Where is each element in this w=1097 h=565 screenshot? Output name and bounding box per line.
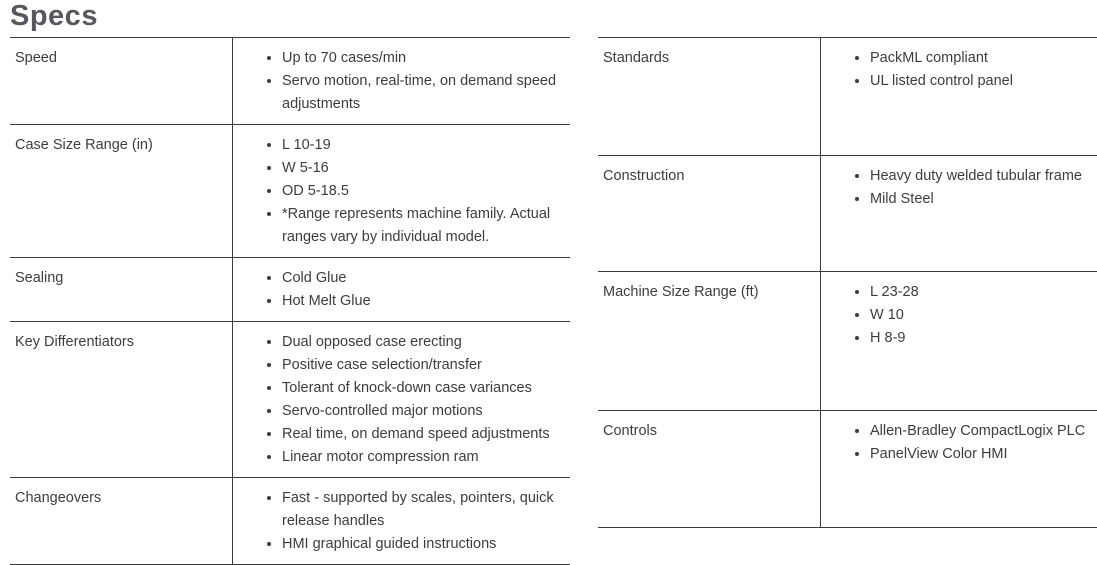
spec-label: Controls <box>598 411 821 527</box>
spec-item: • Allen-Bradley CompactLogix PLC <box>870 420 1095 443</box>
spec-item: • Cold Glue <box>282 267 568 290</box>
spec-label: Changeovers <box>10 478 233 564</box>
spec-item: • PackML compliant <box>870 47 1095 70</box>
spec-item: • L 10-19 <box>282 134 568 157</box>
spec-row <box>10 257 570 321</box>
spec-values <box>821 272 1097 410</box>
spec-row <box>10 321 570 477</box>
spec-values <box>233 478 570 564</box>
spec-item: • HMI graphical guided instructions <box>282 533 568 556</box>
spec-item: • *Range represents machine family. Actual ranges vary by individual model. <box>282 203 568 249</box>
spec-item: • Positive case selection/transfer <box>282 354 568 377</box>
spec-row <box>10 124 570 257</box>
spec-label: Standards <box>598 38 821 155</box>
spec-items-list <box>821 47 1097 93</box>
spec-label: Key Differentiators <box>10 322 233 477</box>
spec-items-list <box>233 487 570 556</box>
spec-values <box>233 258 570 321</box>
spec-item: • UL listed control panel <box>870 70 1095 93</box>
spec-item: • PanelView Color HMI <box>870 443 1095 466</box>
spec-tables-container <box>10 37 1097 565</box>
spec-values <box>233 322 570 477</box>
spec-item: • Dual opposed case erecting <box>282 331 568 354</box>
spec-label: Speed <box>10 38 233 124</box>
spec-label: Sealing <box>10 258 233 321</box>
spec-item: • W 5-16 <box>282 157 568 180</box>
spec-values <box>233 125 570 257</box>
spec-row <box>598 271 1097 410</box>
spec-label: Case Size Range (in) <box>10 125 233 257</box>
spec-row <box>10 38 570 124</box>
spec-items-list <box>821 165 1097 211</box>
spec-item: • Servo-controlled major motions <box>282 400 568 423</box>
spec-row <box>10 477 570 564</box>
spec-label: Construction <box>598 156 821 271</box>
spec-item: • OD 5-18.5 <box>282 180 568 203</box>
specs-table-left <box>10 37 570 565</box>
spec-items-list <box>233 267 570 313</box>
spec-items-list <box>821 420 1097 466</box>
spec-row <box>598 155 1097 271</box>
page-title: Specs <box>10 0 98 32</box>
spec-values <box>821 156 1097 271</box>
spec-item: • W 10 <box>870 304 1095 327</box>
spec-values <box>821 411 1097 527</box>
spec-label: Machine Size Range (ft) <box>598 272 821 410</box>
spec-item: • Hot Melt Glue <box>282 290 568 313</box>
specs-table-right <box>598 37 1097 528</box>
spec-item: • Fast - supported by scales, pointers, quick release handles <box>282 487 568 533</box>
spec-item: • L 23-28 <box>870 281 1095 304</box>
spec-item: • Tolerant of knock-down case variances <box>282 377 568 400</box>
spec-items-list <box>233 331 570 469</box>
spec-values <box>233 38 570 124</box>
spec-item: • Heavy duty welded tubular frame <box>870 165 1095 188</box>
spec-item: • Linear motor compression ram <box>282 446 568 469</box>
spec-item: • Servo motion, real-time, on demand speed adjustments <box>282 70 568 116</box>
spec-item: • Real time, on demand speed adjustments <box>282 423 568 446</box>
spec-items-list <box>233 134 570 249</box>
spec-item: • H 8-9 <box>870 327 1095 350</box>
spec-values <box>821 38 1097 155</box>
spec-row <box>598 38 1097 155</box>
spec-items-list <box>233 47 570 116</box>
spec-item: • Mild Steel <box>870 188 1095 211</box>
spec-items-list <box>821 281 1097 350</box>
spec-item: • Up to 70 cases/min <box>282 47 568 70</box>
spec-row <box>598 410 1097 527</box>
